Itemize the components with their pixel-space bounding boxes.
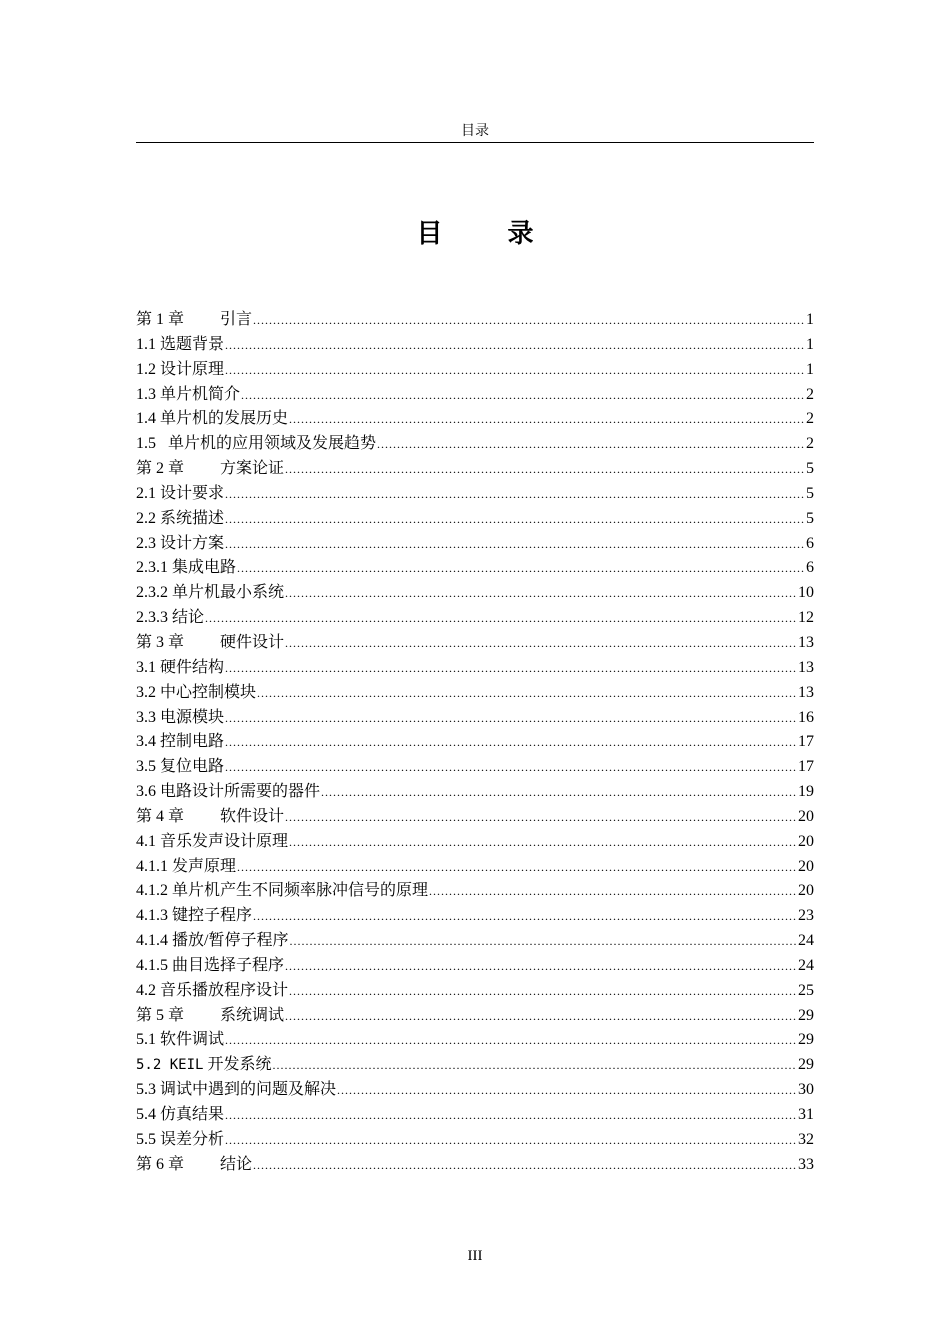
toc-entry-title: 单片机产生不同频率脉冲信号的原理 [172,882,429,900]
toc-entry-number: 2.3.1 [136,559,168,577]
toc-entry-number: 3.4 [136,733,156,751]
toc-entry[interactable] [136,780,814,805]
toc-entry-number: 3.1 [136,658,156,676]
toc-dot-leader [285,457,805,482]
toc-entry[interactable] [136,358,814,383]
toc-entry-page: 31 [798,1106,814,1123]
toc-dot-leader [289,407,805,432]
toc-entry-title: 硬件设计 [220,633,285,651]
toc-entry-page: 1 [806,335,814,353]
toc-dot-leader [225,730,797,755]
toc-entry-number: 1.4 [136,410,156,428]
toc-entry[interactable] [136,383,814,408]
toc-entry[interactable] [136,407,814,432]
toc-dot-leader [272,1053,797,1078]
toc-dot-leader [225,507,805,532]
toc-entry-title: 结论 [220,1155,253,1173]
toc-entry-number: 4.2 [136,981,156,999]
toc-entry-title: 结论 [172,609,205,627]
toc-entry-number: 4.1.2 [136,882,168,900]
toc-entry-page: 5 [806,509,814,527]
toc-dot-leader [285,805,797,830]
toc-entry[interactable] [136,581,814,606]
toc-entry-number: 第 3 章 [136,633,185,651]
toc-entry-page: 2 [806,410,814,428]
toc-entry[interactable] [136,457,814,482]
toc-entry-title: 曲目选择子程序 [172,956,285,974]
toc-entry-page: 17 [798,758,814,776]
running-header-title: 目录 [461,124,489,139]
toc-entry-title: 播放/暂停子程序 [172,932,289,950]
toc-dot-leader [285,954,797,979]
toc-entry-title: 单片机的发展历史 [160,410,289,428]
toc-entry-number: 4.1.4 [136,932,168,950]
toc-entry-page: 6 [806,559,814,577]
toc-entry-title: 误差分析 [160,1130,225,1148]
toc-entry[interactable] [136,532,814,557]
toc-entry[interactable] [136,631,814,656]
toc-entry-page: 19 [798,783,814,801]
toc-entry-page: 29 [798,1031,814,1049]
toc-entry[interactable] [136,507,814,532]
toc-entry[interactable] [136,606,814,631]
toc-entry-number: 1.1 [136,335,156,353]
toc-entry-title: 音乐发声设计原理 [160,832,289,850]
toc-entry-title: 键控子程序 [172,907,253,925]
toc-entry[interactable] [136,1078,814,1103]
page-title: 目 录 [416,219,562,249]
toc-entry-page: 29 [798,1056,814,1074]
toc-entry-number: 5.1 [136,1031,156,1049]
toc-dot-leader [321,780,797,805]
toc-entry-title: 单片机的应用领域及发展趋势 [168,435,377,453]
toc-entry-number: 4.1.3 [136,907,168,925]
toc-entry-title: 单片机简介 [160,385,241,403]
toc-entry-title: 仿真结果 [160,1106,225,1123]
toc-entry-page: 17 [798,733,814,751]
toc-dot-leader [285,631,797,656]
toc-entry-title: 音乐播放程序设计 [160,981,289,999]
toc-entry-title: 设计原理 [160,360,225,378]
toc-dot-leader [225,656,797,681]
toc-entry[interactable] [136,656,814,681]
toc-dot-leader [237,855,797,880]
toc-dot-leader [225,755,797,780]
toc-entry-page: 13 [798,658,814,676]
toc-entry-number: 5.2 KEIL [136,1057,204,1074]
toc-dot-leader [225,1028,797,1053]
toc-entry-page: 13 [798,633,814,651]
toc-entry[interactable] [136,1053,814,1078]
toc-entry-title: 中心控制模块 [160,683,257,701]
toc-entry-title: 设计方案 [160,534,225,552]
toc-entry-page: 29 [798,1006,814,1024]
page-number: III [467,1248,483,1264]
toc-entry-page: 25 [798,981,814,999]
toc-entry-number: 第 6 章 [136,1155,185,1173]
toc-entry-page: 12 [798,609,814,627]
toc-entry-page: 24 [798,932,814,950]
toc-entry-title: 复位电路 [160,758,225,776]
toc-entry-title: 开发系统 [207,1056,272,1074]
toc-dot-leader [225,358,805,383]
toc-entry-number: 5.4 [136,1106,156,1123]
table-of-contents [136,308,814,1178]
toc-entry-number: 5.3 [136,1081,156,1099]
toc-entry[interactable] [136,830,814,855]
toc-entry-page: 13 [798,683,814,701]
toc-entry-page: 20 [798,832,814,850]
toc-entry-title: 硬件结构 [160,658,225,676]
toc-entry-page: 16 [798,708,814,726]
toc-dot-leader [225,1103,797,1128]
toc-entry-number: 1.3 [136,385,156,403]
toc-entry-number: 3.3 [136,708,156,726]
toc-entry-page: 5 [806,460,814,478]
toc-entry-page: 10 [798,584,814,602]
toc-dot-leader [285,581,797,606]
toc-entry[interactable] [136,979,814,1004]
toc-entry-title: 方案论证 [220,460,285,478]
toc-entry[interactable] [136,556,814,581]
toc-entry-number: 2.3.3 [136,609,168,627]
toc-entry-title: 系统描述 [160,509,225,527]
toc-entry[interactable] [136,681,814,706]
toc-entry-title: 集成电路 [172,559,237,577]
toc-entry-page: 6 [806,534,814,552]
toc-dot-leader [289,830,797,855]
toc-entry-page: 1 [806,311,814,328]
toc-entry-number: 3.2 [136,683,156,701]
toc-entry[interactable] [136,432,814,457]
toc-entry-number: 2.2 [136,509,156,527]
toc-entry-title: 设计要求 [160,484,225,502]
toc-entry[interactable] [136,805,814,830]
toc-dot-leader [253,1153,797,1178]
toc-entry-number: 4.1.1 [136,857,168,875]
toc-dot-leader [253,308,805,333]
toc-entry-number: 2.3 [136,534,156,552]
toc-entry-number: 3.5 [136,758,156,776]
toc-entry-title: 电源模块 [160,708,225,726]
toc-entry-page: 5 [806,484,814,502]
toc-entry-number: 第 2 章 [136,460,185,478]
toc-dot-leader [237,556,805,581]
toc-entry-title: 引言 [220,311,253,328]
toc-entry-number: 1.5 [136,435,156,453]
toc-entry[interactable] [136,954,814,979]
toc-entry-title: 软件调试 [160,1031,225,1049]
toc-entry-page: 24 [798,956,814,974]
toc-entry[interactable] [136,482,814,507]
toc-entry[interactable] [136,1004,814,1029]
toc-dot-leader [377,432,805,457]
toc-entry-number: 4.1.5 [136,956,168,974]
toc-dot-leader [241,383,805,408]
toc-entry-number: 1.2 [136,360,156,378]
running-header [136,122,814,143]
toc-entry-page: 30 [798,1081,814,1099]
toc-entry-number: 2.3.2 [136,584,168,602]
toc-entry[interactable] [136,730,814,755]
toc-entry-page: 20 [798,807,814,825]
toc-entry-number: 第 1 章 [136,311,185,328]
toc-dot-leader [285,1004,797,1029]
toc-entry-number: 3.6 [136,783,156,801]
toc-entry[interactable] [136,904,814,929]
toc-entry-page: 33 [798,1155,814,1173]
toc-entry[interactable] [136,755,814,780]
toc-dot-leader [289,929,797,954]
toc-entry-title: 选题背景 [160,335,225,353]
toc-entry-title: 发声原理 [172,857,237,875]
toc-entry[interactable] [136,1128,814,1153]
toc-dot-leader [225,333,805,358]
toc-dot-leader [225,482,805,507]
toc-entry[interactable] [136,333,814,358]
toc-dot-leader [225,1128,797,1153]
toc-entry-title: 调试中遇到的问题及解决 [160,1081,337,1099]
toc-entry-title: 电路设计所需要的器件 [160,783,321,801]
toc-entry-number: 第 5 章 [136,1006,185,1024]
toc-entry[interactable] [136,706,814,731]
toc-entry[interactable] [136,879,814,904]
toc-entry-page: 20 [798,857,814,875]
toc-entry-number: 5.5 [136,1130,156,1148]
toc-dot-leader [225,706,797,731]
toc-entry-page: 23 [798,907,814,925]
toc-entry[interactable] [136,308,814,333]
toc-dot-leader [429,879,797,904]
toc-entry-page: 32 [798,1130,814,1148]
toc-dot-leader [337,1078,797,1103]
toc-dot-leader [225,532,805,557]
toc-entry[interactable] [136,1028,814,1053]
toc-dot-leader [253,904,797,929]
toc-dot-leader [289,979,797,1004]
toc-entry[interactable] [136,1153,814,1178]
toc-entry-number: 第 4 章 [136,807,185,825]
toc-entry-page: 20 [798,882,814,900]
toc-entry-page: 2 [806,385,814,403]
toc-entry-number: 2.1 [136,484,156,502]
toc-entry-number: 4.1 [136,832,156,850]
toc-entry[interactable] [136,855,814,880]
toc-entry-page: 2 [806,435,814,453]
toc-entry-title: 系统调试 [220,1006,285,1024]
toc-entry-title: 控制电路 [160,733,225,751]
toc-dot-leader [257,681,797,706]
toc-entry[interactable] [136,929,814,954]
toc-entry[interactable] [136,1103,814,1128]
toc-entry-title: 软件设计 [220,807,285,825]
toc-entry-page: 1 [806,360,814,378]
toc-dot-leader [205,606,797,631]
toc-entry-title: 单片机最小系统 [172,584,285,602]
